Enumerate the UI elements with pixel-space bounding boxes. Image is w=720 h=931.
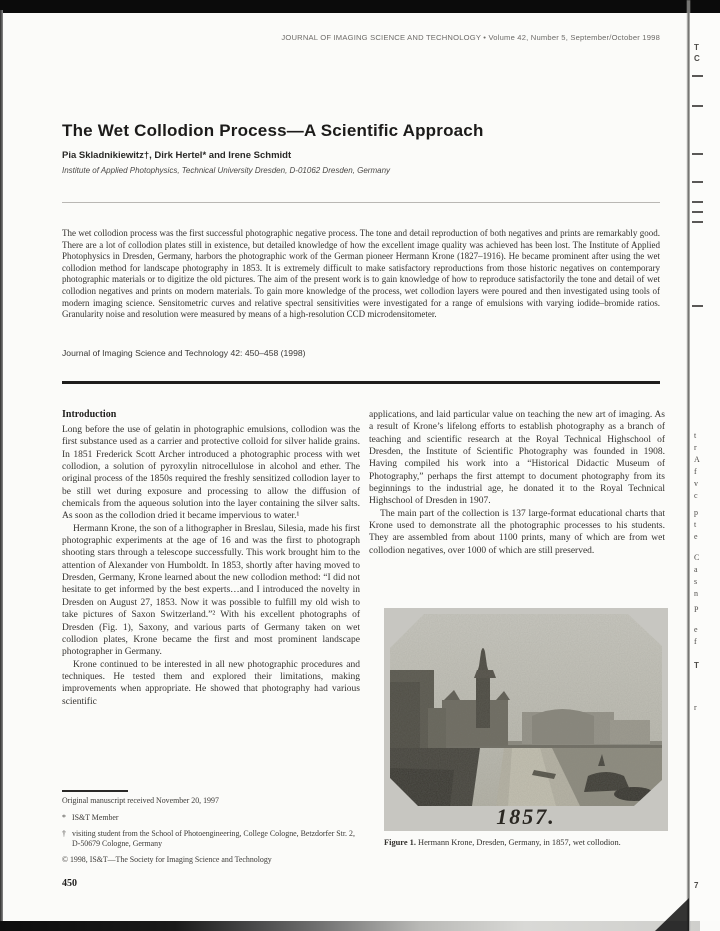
cutoff-char: r: [694, 443, 697, 452]
affiliation-line: Institute of Applied Photophysics, Technical University Dresden, D-01062 Dresden, Germany: [62, 166, 391, 175]
body-paragraph: The main part of the collection is 137 large-format educational charts that Krone used to demonstrate all the photographic processes to his students. They are assembled from about 1100 prints, many of which are from wet collodion negatives, over 1000 of which are still preserved.: [369, 508, 665, 556]
footnote-rule: [62, 790, 128, 792]
cutoff-char: p: [694, 508, 698, 517]
footnote-block: [62, 790, 362, 872]
body-paragraph: Krone continued to be interested in all new photographic procedures and techniques. He tested them and explored their limitations, making improvements when appropriate. He showed that photography had various scientific: [62, 659, 360, 707]
cutoff-rule: [692, 181, 703, 183]
cutoff-char: t: [694, 520, 697, 529]
right-column: [369, 409, 665, 557]
page-curl-shadow: [655, 898, 689, 931]
scan-left-border: [0, 10, 3, 931]
body-paragraph: Hermann Krone, the son of a lithographer in Breslau, Silesia, made his first photographic experiments at the age of 16 and was the first to photograph shooting stars through a telescope successfully. This work brought him to the attention of Alexander von Humboldt. In 1853, shortly after having moved to Dresden, Germany, Krone learned about the new collodion method: “I did not hesitate to get informed by the best experts…and I introduced the novelty in Dresden on August 27, 1853. Now it was possible to fulfill my old wish to take pictures of Saxon Switzerland.”² With his excellent photographs of Dresden (Fig. 1), Saxony, and various parts of Germany taken on wet collodion plates, Krone became the first and most prominent landscape photographer in Germany.: [62, 523, 360, 658]
cutoff-char: c: [694, 491, 698, 500]
cutoff-char: f: [694, 637, 697, 646]
footnote-member: [62, 813, 362, 823]
page-number: 450: [62, 878, 77, 889]
cutoff-char: e: [694, 625, 698, 634]
footnote-text: IS&T Member: [72, 812, 119, 822]
photo-mount: [384, 608, 668, 831]
body-paragraph: applications, and laid particular value on teaching the new art of imaging. As a result of Krone’s lifelong efforts to establish photography as a branch of teaching and scientific research at the Royal Technical Highschool of Dresden, the Institute of Scientific Photography was founded in 1908. Having compiled his work into a “Historical Didactic Museum of Photography,” perhaps the first attempt to document photography from its beginnings to the industrial age, he donated it to the Royal Technical Highschool of Dresden in 1907.: [369, 410, 665, 507]
cutoff-char: t: [694, 431, 697, 440]
cutoff-char: C: [694, 553, 700, 562]
cutoff-char: T: [694, 661, 699, 670]
photo-year-label: 1857.: [496, 804, 556, 829]
cutoff-char: s: [694, 577, 698, 586]
figure-caption: [384, 838, 668, 848]
body-paragraph: Long before the use of gelatin in photographic emulsions, collodion was the first substance used as a carrier and protective colloid for silver halide grains. In 1851 Frederick Scott Archer introduced a photographic process with wet collodion, a solution of pyroxylin nitrocellulose in alcohol and ether. The original process of the 1850s required the freshly sensitized collodion layer to be still wet during exposure and processing to allow the diffusion of chemicals from the aqueous solution into the layer containing the silver salts. As soon as the collodion dried it became impervious to water.¹: [62, 425, 360, 522]
journal-citation: Journal of Imaging Science and Technology 42: 450–458 (1998): [62, 348, 306, 358]
footnote-marker: †: [62, 829, 66, 839]
article-title: The Wet Collodion Process—A Scientific Approach: [62, 121, 484, 141]
abstract-top-rule: [62, 202, 660, 203]
cutoff-rule: [692, 75, 703, 77]
cutoff-char: A: [694, 455, 700, 464]
cutoff-char: v: [694, 479, 698, 488]
cutoff-char: P: [694, 605, 699, 614]
cutoff-rule: [692, 201, 703, 203]
cutoff-rule: [692, 153, 703, 155]
historic-photo-dresden: [384, 608, 668, 831]
cutoff-rule: [692, 105, 703, 107]
scan-top-border: [0, 0, 720, 13]
cutoff-char: a: [694, 565, 698, 574]
cutoff-char: r: [694, 703, 697, 712]
facing-page-sliver: [690, 13, 720, 921]
footnote-visiting: [62, 829, 362, 848]
author-line: Pia Skladnikiewitz†, Dirk Hertel* and Irene Schmidt: [62, 150, 292, 161]
cutoff-rule: [692, 305, 703, 307]
figure-1: [384, 608, 668, 848]
section-heading-introduction: Introduction: [62, 409, 117, 420]
cutoff-char: f: [694, 467, 697, 476]
cutoff-char: T: [694, 43, 699, 52]
footnote-copyright: © 1998, IS&T—The Society for Imaging Science and Technology: [62, 855, 272, 865]
footnote-marker: *: [62, 812, 66, 822]
cutoff-rule: [692, 211, 703, 213]
cutoff-rule: [692, 221, 703, 223]
abstract-bottom-rule: [62, 381, 660, 384]
footnote-received: Original manuscript received November 20, 1997: [62, 796, 219, 805]
abstract-text: The wet collodion process was the first successful photographic negative process. The tone and detail reproduction of both negatives and prints are remarkably good. There are a lot of collodion plates still in existence, but detailed knowledge of how the excellent image quality was achieved has been lost. The Institute of Applied Photophysics in Dresden, Germany, harbors the photographic work of the German pioneer Hermann Krone (1827–1916). He became prominent after using the wet collodion method for landscape photography in 1853. It is extremely difficult to make satisfactory reproductions from those historic negatives on contemporary photographic materials or to digitize the old pictures. The aim of the present work is to gain knowledge of how to reproduce satisfactorily the tone and detail of wet collodion negatives and prints on modern materials. To gain more knowledge of the process, wet collodion layers were poured and then investigated using tools of modern imaging science. Sensitometric curves and relative spectral sensitivities were investigated for a range of emulsions with varying iodide–bromide ratios. Granularity noise and resolution were measured by means of a high-resolution CCD microdensitometer.: [62, 228, 660, 320]
figure-caption-text: Hermann Krone, Dresden, Germany, in 1857, wet collodion.: [415, 838, 621, 847]
footnote-text: visiting student from the School of Photoengineering, College Cologne, Betzdorfer Str. 2, D-50679 Cologne, Germany: [72, 829, 355, 848]
journal-running-head: JOURNAL OF IMAGING SCIENCE AND TECHNOLOGY • Volume 42, Number 5, September/October 1998: [281, 33, 660, 42]
cutoff-char: 7: [694, 881, 699, 890]
cutoff-char: e: [694, 532, 698, 541]
figure-caption-label: Figure 1.: [384, 838, 416, 847]
scan-bottom-border: [0, 921, 700, 931]
left-column: [62, 409, 360, 708]
cutoff-char: C: [694, 54, 700, 63]
cutoff-char: n: [694, 589, 698, 598]
